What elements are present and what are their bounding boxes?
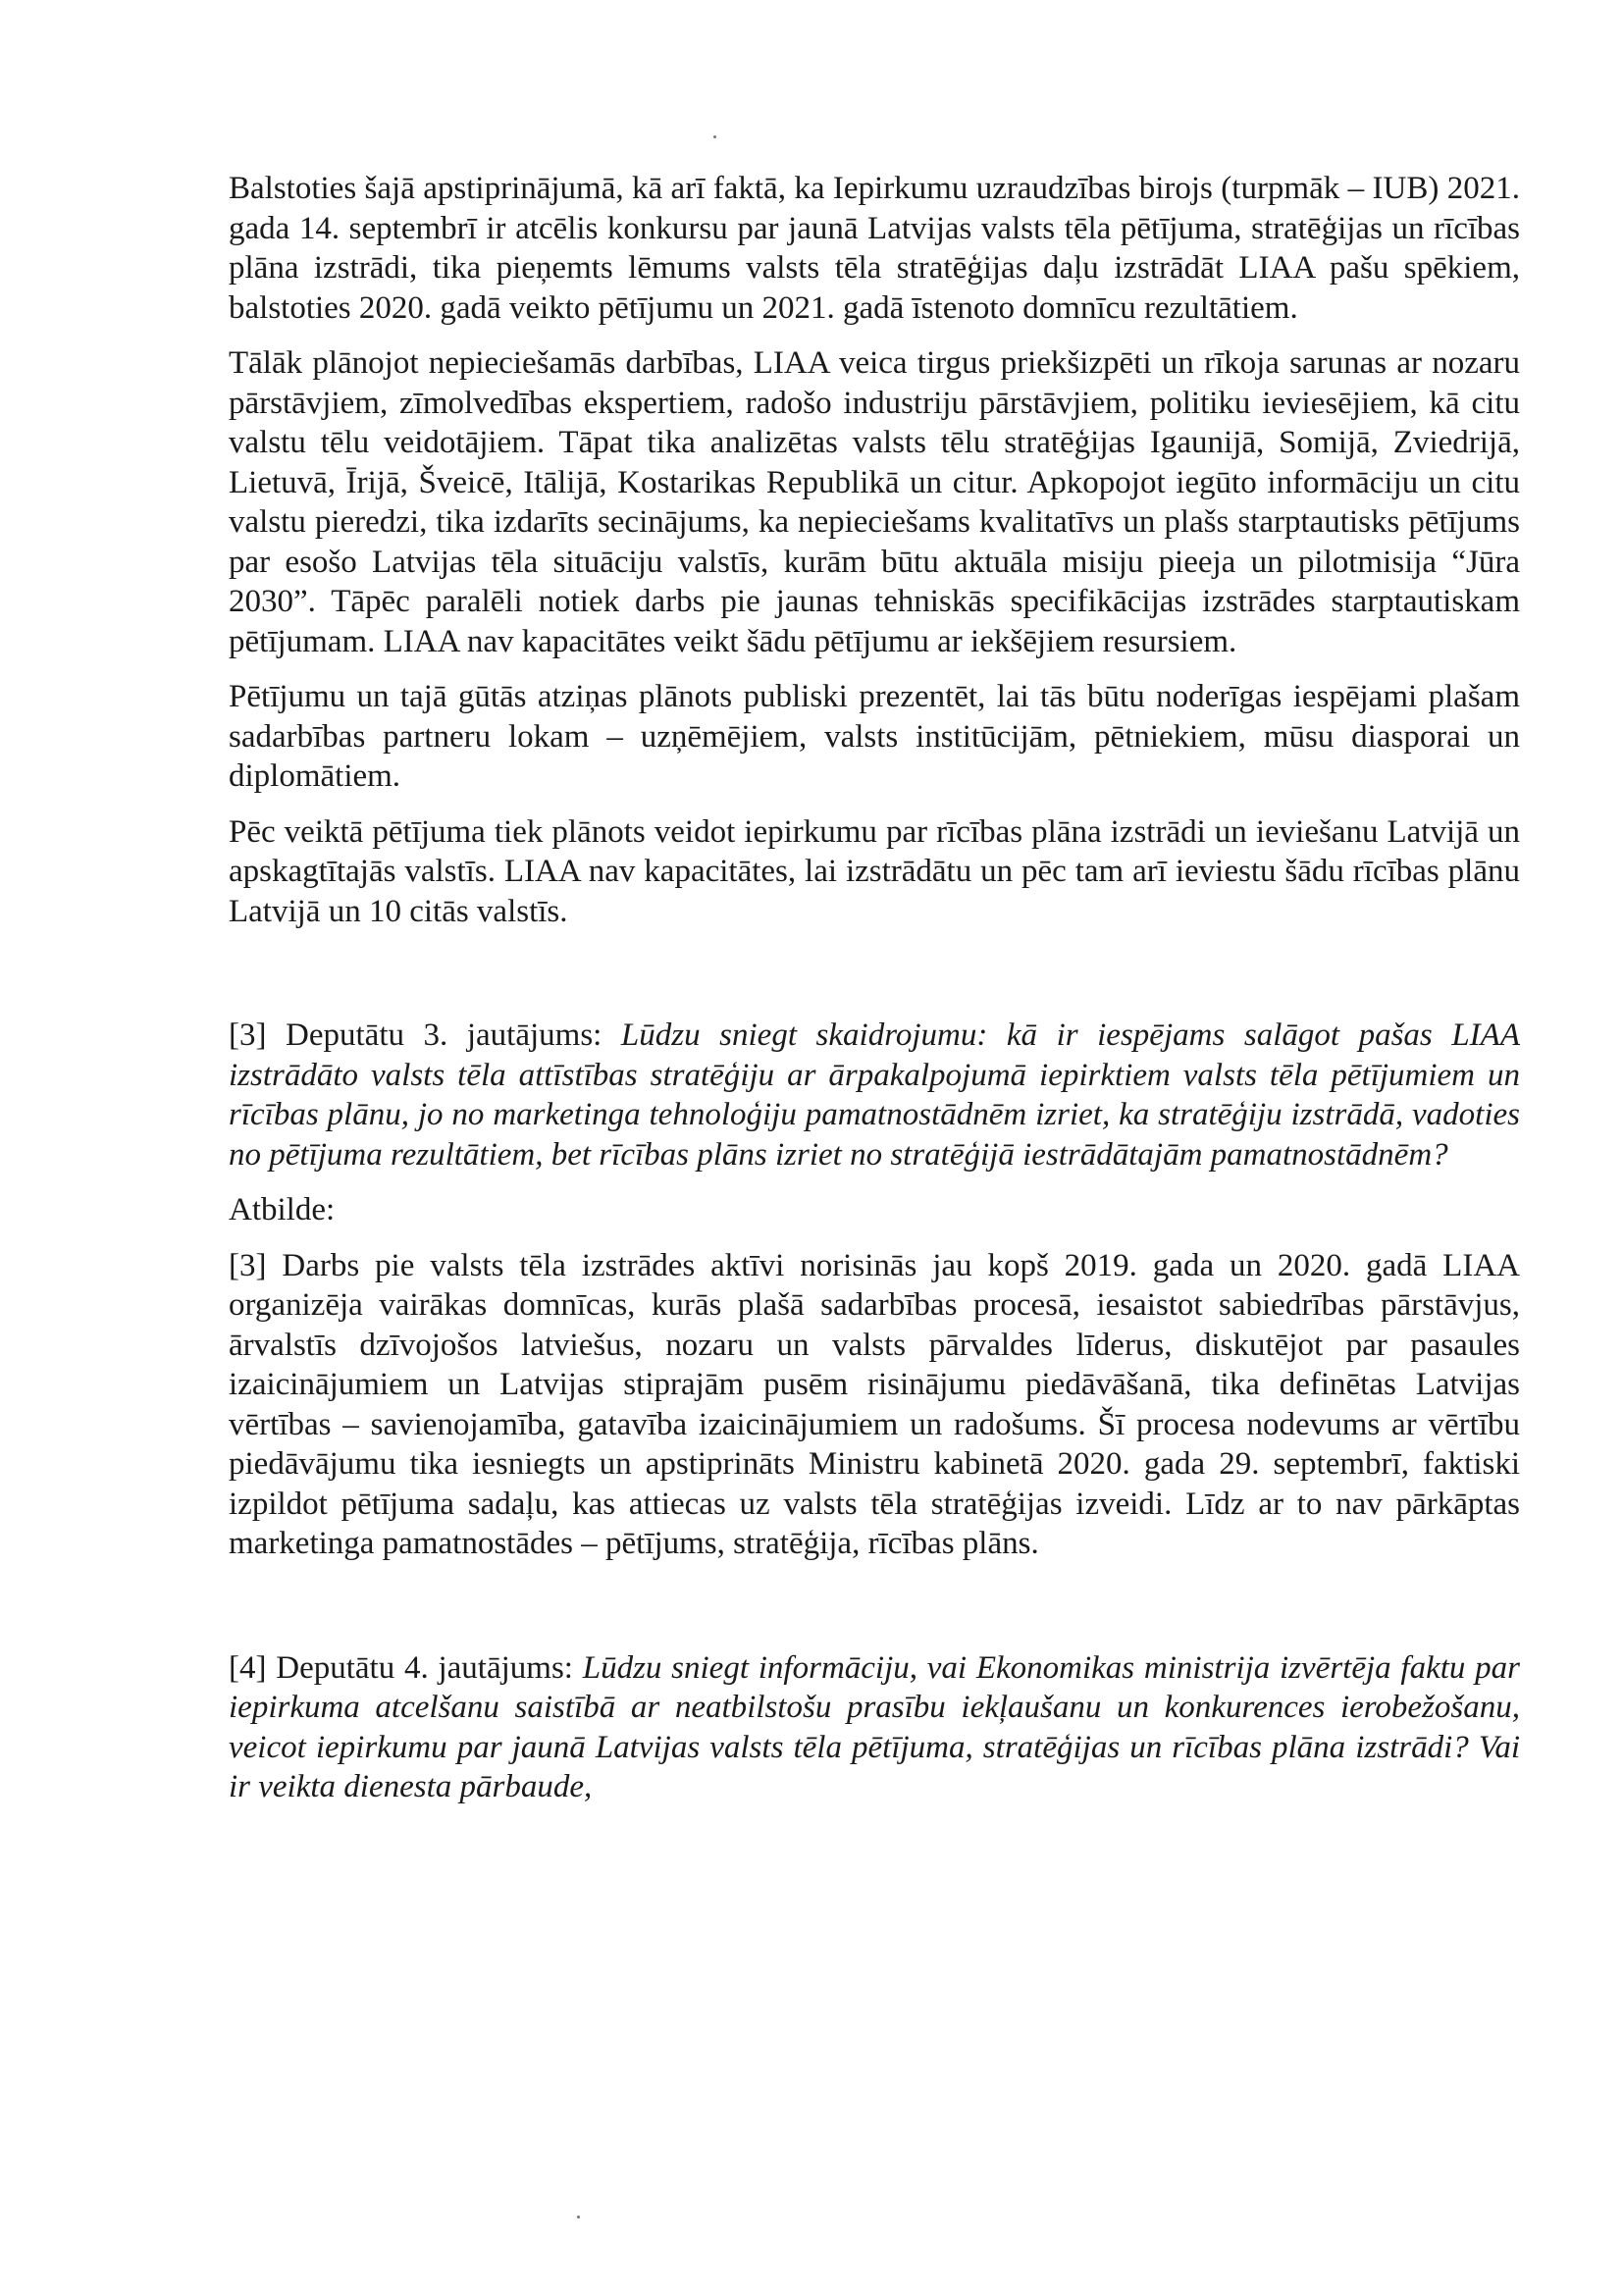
question-3 xyxy=(229,1016,1520,1174)
paragraph-iub-decision: Balstoties šajā apstiprinājumā, kā arī faktā, ka Iepirkumu uzraudzības birojs (turpmāk – IUB) 2021. gada 14. septembrī ir atcēlis konkursu par jaunā Latvijas valsts tēla pētījuma, stratēģijas un rīcības plāna izstrādi, tika pieņemts lēmums valsts tēla stratēģijas daļu izstrādāt LIAA pašu spēkiem, balstoties 2020. gadā veikto pētījumu un 2021. gadā īstenoto domnīcu rezultātiem. xyxy=(229,171,1520,326)
question-3-prefix: [3] Deputātu 3. jautājums: xyxy=(229,1018,621,1053)
question-4 xyxy=(229,1648,1520,1807)
question-4-text: Lūdzu sniegt informāciju, vai Ekonomikas ministrija izvērtēja faktu par iepirkuma atcelšanu saistībā ar neatbilstošu prasību iekļaušanu un konkurences ierobežošanu, veicot iepirkumu par jaunā Latvijas valsts tēla pētījuma, stratēģijas un rīcības plāna izstrādi? Vai ir veikta dienesta pārbaude, xyxy=(229,1649,1520,1804)
question-4-prefix: [4] Deputātu 4. jautājums: xyxy=(229,1649,583,1686)
scan-speck xyxy=(577,2216,580,2218)
document-page xyxy=(229,169,1520,1807)
scan-speck xyxy=(713,135,716,138)
paragraph-market-research: Tālāk plānojot nepieciešamās darbības, LIAA veica tirgus priekšizpēti un rīkoja sarunas ar nozaru pārstāvjiem, zīmolvedības ekspertiem, radošo industriju pārstāvjiem, politiku ieviesējiem, kā citu valstu tēlu veidotājiem. Tāpat tika analizētas valsts tēlu stratēģijas Igaunijā, Somijā, Zviedrijā, Lietuvā, Īrijā, Šveicē, Itālijā, Kostarikas Republikā un citur. Apkopojot iegūto informāciju un citu valstu pieredzi, tika izdarīts secinājums, ka nepieciešams kvalitatīvs un plašs starptautisks pētījums par esošo Latvijas tēla situāciju valstīs, kurām būtu aktuāla misiju pieeja un pilotmisija “Jūra 2030”. Tāpēc paralēli notiek darbs pie jaunas tehniskās specifikācijas izstrādes starptautiskam pētījumam. LIAA nav kapacitātes veikt šādu pētījumu ar iekšējiem resursiem. xyxy=(229,345,1520,659)
question-3-text: Lūdzu sniegt skaidrojumu: kā ir iespējams salāgot pašas LIAA izstrādāto valsts tēla attīstības stratēģiju ar ārpakalpojumā iepirktiem valsts tēla pētījumiem un rīcības plānu, jo no marketinga tehnoloģiju pamatnostādnēm izriet, ka stratēģiju izstrādā, vadoties no pētījuma rezultātiem, bet rīcības plāns izriet no stratēģijā iestrādātajām pamatnostādnēm? xyxy=(229,1018,1520,1173)
answer-label: Atbilde: xyxy=(229,1192,336,1227)
paragraph-action-plan: Pēc veiktā pētījuma tiek plānots veidot iepirkumu par rīcības plāna izstrādi un ieviešanu Latvijā un apskagtītajās valstīs. LIAA nav kapacitātes, lai izstrādātu un pēc tam arī ieviestu šādu rīcības plānu Latvijā un 10 citās valstīs. xyxy=(229,813,1520,929)
answer-3: [3] Darbs pie valsts tēla izstrādes aktīvi norisinās jau kopš 2019. gada un 2020. gadā LIAA organizēja vairākas domnīcas, kurās plašā sadarbības procesā, iesaistot sabiedrības pārstāvjus, ārvalstīs dzīvojošos latviešus, nozaru un valsts pārvaldes līderus, diskutējot par pasaules izaicinājumiem un Latvijas stiprajām pusēm risinājumu piedāvāšanā, tika definētas Latvijas vērtības – savienojamība, gatavība izaicinājumiem un radošums. Šī procesa nodevums ar vērtību piedāvājumu tika iesniegts un apstiprināts Ministru kabinetā 2020. gada 29. septembrī, faktiski izpildot pētījuma sadaļu, kas attiecas uz valsts tēla stratēģijas izveidi. Līdz ar to nav pārkāptas marketinga pamatnostādes – pētījums, stratēģija, rīcības plāns. xyxy=(229,1247,1520,1561)
paragraph-study-presentation: Pētījumu un tajā gūtās atziņas plānots publiski prezentēt, lai tās būtu noderīgas iespējami plašam sadarbības partneru lokam – uzņēmējiem, valsts institūcijām, pētniekiem, mūsu diasporai un diplomātiem. xyxy=(229,679,1520,794)
